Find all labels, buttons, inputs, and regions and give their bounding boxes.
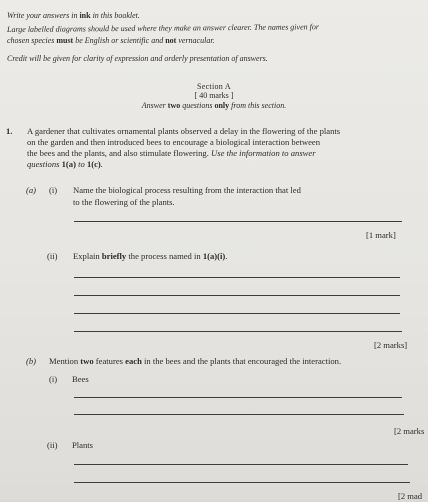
question-number: 1. xyxy=(6,126,13,136)
part-a-ii-marks: [2 marks] xyxy=(374,340,408,350)
stem-line-3-text: the bees and the plants, and also stimulate flowering. xyxy=(27,148,212,158)
stem-line-4-text: questions xyxy=(27,159,62,169)
b-text-mid: features xyxy=(93,356,126,366)
section-title: Section A xyxy=(196,82,232,91)
answer-line-b-ii-1[interactable] xyxy=(74,464,408,465)
answer-line-b-i-2[interactable] xyxy=(74,414,404,415)
section-instr-two: two xyxy=(167,101,181,110)
part-b-i-label: (i) xyxy=(49,374,58,384)
b-two: two xyxy=(80,356,94,366)
section-instr-only: only xyxy=(214,101,230,110)
instruction-ink-text-end: in this booklet. xyxy=(90,11,140,20)
a-ii-text-mid: the process named in xyxy=(126,251,203,261)
question-stem-line-1: A gardener that cultivates ornamental plants observed a delay in the flowering of the plants xyxy=(27,126,341,136)
section-marks: [ 40 marks ] xyxy=(194,91,234,100)
question-stem-line-2: on the garden and then introduced bees to encourage a biological interaction between xyxy=(27,137,321,147)
instruction-ink xyxy=(7,11,140,20)
stem-ref-1c: 1(c) xyxy=(86,159,101,169)
instruction-ink-bold: ink xyxy=(79,11,91,20)
part-a-i-label: (i) xyxy=(49,185,58,195)
part-b-label: (b) xyxy=(26,356,37,366)
question-stem-line-4 xyxy=(27,159,103,170)
stem-ref-1a: 1(a) xyxy=(61,159,76,169)
answer-line-a-ii-1[interactable] xyxy=(74,277,400,278)
instruction-species xyxy=(7,36,215,45)
section-instruction xyxy=(0,101,428,110)
a-ii-ref: 1(a)(i) xyxy=(202,251,226,261)
part-b-i-marks: [2 marks xyxy=(394,426,425,436)
b-text: Mention xyxy=(49,356,81,366)
a-ii-briefly: briefly xyxy=(101,251,127,261)
a-ii-text-end: . xyxy=(225,251,228,261)
section-instr-end: from this section. xyxy=(229,101,287,110)
species-text: chosen species xyxy=(7,36,57,45)
part-b-ii-text: Plants xyxy=(72,440,94,450)
part-a-i-marks: [1 mark] xyxy=(366,230,396,240)
question-stem-line-3 xyxy=(27,148,316,159)
answer-line-a-ii-4[interactable] xyxy=(74,331,402,332)
answer-line-a-i[interactable] xyxy=(74,221,402,222)
part-b-ii-label: (ii) xyxy=(47,440,58,450)
b-each: each xyxy=(125,356,142,366)
answer-line-b-i-1[interactable] xyxy=(74,397,402,398)
part-b-i-text: Bees xyxy=(72,374,89,384)
part-a-i-text-1: Name the biological process resulting from the interaction that led xyxy=(73,185,301,195)
part-a-label: (a) xyxy=(26,185,37,195)
section-instr-text: Answer xyxy=(141,101,168,110)
part-a-ii-text xyxy=(73,251,227,262)
stem-line-4-mid: to xyxy=(75,159,87,169)
part-a-i-text-2: to the flowering of the plants. xyxy=(73,197,175,207)
instruction-diagrams: Large labelled diagrams should be used where they make an answer clearer. The names given for xyxy=(6,22,319,34)
answer-line-a-ii-3[interactable] xyxy=(74,313,400,314)
part-b-ii-marks: [2 mad xyxy=(398,491,423,501)
part-a-ii-label: (ii) xyxy=(47,251,58,261)
instruction-credit: Credit will be given for clarity of expression and orderly presentation of answers. xyxy=(7,54,268,63)
instruction-ink-text: Write your answers in xyxy=(7,11,80,20)
a-ii-text: Explain xyxy=(73,251,102,261)
species-text-mid: be English or scientific and xyxy=(73,36,166,45)
stem-line-4-end: . xyxy=(100,159,103,169)
answer-line-a-ii-2[interactable] xyxy=(74,295,400,296)
stem-line-3-italic: Use the information to answer xyxy=(211,148,316,158)
species-not: not xyxy=(165,36,177,45)
answer-line-b-ii-2[interactable] xyxy=(74,482,410,483)
b-text-end: in the bees and the plants that encouraged the interaction. xyxy=(141,356,342,366)
species-text-end: vernacular. xyxy=(176,36,215,45)
part-b-text xyxy=(49,356,341,367)
section-instr-mid: questions xyxy=(180,101,215,110)
species-must: must xyxy=(56,36,74,45)
